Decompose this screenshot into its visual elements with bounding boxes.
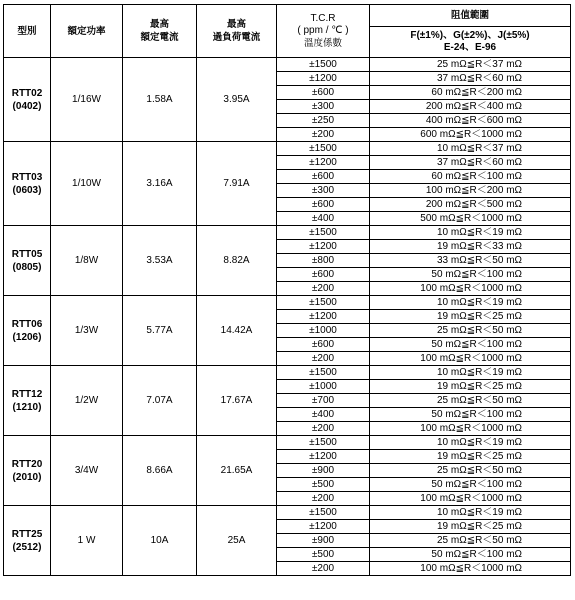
model-size: (2512) <box>12 541 42 553</box>
resistance-range-cell: 10 mΩ≦R＜19 mΩ <box>370 366 571 380</box>
model-code: RTT03 <box>11 171 43 183</box>
resistance-range-cell: 25 mΩ≦R＜50 mΩ <box>370 394 571 408</box>
resistance-range-cell: 10 mΩ≦R＜19 mΩ <box>370 296 571 310</box>
resistance-range-cell: 50 mΩ≦R＜100 mΩ <box>370 268 571 282</box>
max-overload-current-cell: 8.82A <box>197 226 277 296</box>
resistance-range-cell: 25 mΩ≦R＜50 mΩ <box>370 464 571 478</box>
header-max-rated-current-line2: 額定電流 <box>140 32 179 43</box>
model-cell <box>4 142 51 226</box>
max-overload-current-cell: 3.95A <box>197 58 277 142</box>
model-cell <box>4 226 51 296</box>
resistance-range-cell: 500 mΩ≦R＜1000 mΩ <box>370 212 571 226</box>
table-row <box>4 142 571 156</box>
tcr-cell: ±1500 <box>277 296 370 310</box>
table-row <box>4 366 571 380</box>
max-rated-current-cell: 5.77A <box>123 296 197 366</box>
table-row <box>4 296 571 310</box>
resistance-range-cell: 19 mΩ≦R＜33 mΩ <box>370 240 571 254</box>
max-rated-current-cell: 3.16A <box>123 142 197 226</box>
rated-power-cell: 1/3W <box>51 296 123 366</box>
tcr-cell: ±1500 <box>277 142 370 156</box>
max-rated-current-cell: 3.53A <box>123 226 197 296</box>
resistance-range-cell: 10 mΩ≦R＜19 mΩ <box>370 226 571 240</box>
resistance-range-cell: 400 mΩ≦R＜600 mΩ <box>370 114 571 128</box>
max-rated-current-cell: 10A <box>123 506 197 576</box>
tcr-cell: ±600 <box>277 198 370 212</box>
header-tcr <box>277 5 370 58</box>
resistance-range-cell: 200 mΩ≦R＜400 mΩ <box>370 100 571 114</box>
resistance-range-cell: 19 mΩ≦R＜25 mΩ <box>370 450 571 464</box>
header-max-rated-current <box>123 5 197 58</box>
tcr-cell: ±250 <box>277 114 370 128</box>
resistance-range-cell: 60 mΩ≦R＜100 mΩ <box>370 170 571 184</box>
model-size: (1210) <box>12 401 42 413</box>
tcr-cell: ±900 <box>277 464 370 478</box>
model-code: RTT05 <box>11 248 43 260</box>
model-size: (1206) <box>12 331 42 343</box>
model-size: (0805) <box>12 261 42 273</box>
header-tcr-line1: T.C.R <box>310 12 336 24</box>
resistance-range-cell: 50 mΩ≦R＜100 mΩ <box>370 478 571 492</box>
resistance-range-cell: 100 mΩ≦R＜1000 mΩ <box>370 282 571 296</box>
resistance-range-cell: 10 mΩ≦R＜19 mΩ <box>370 506 571 520</box>
resistance-range-cell: 100 mΩ≦R＜1000 mΩ <box>370 422 571 436</box>
model-cell <box>4 506 51 576</box>
header-model: 型別 <box>4 5 51 58</box>
tcr-cell: ±200 <box>277 128 370 142</box>
resistance-range-cell: 10 mΩ≦R＜19 mΩ <box>370 436 571 450</box>
model-code: RTT25 <box>11 528 43 540</box>
tcr-cell: ±200 <box>277 422 370 436</box>
resistance-range-cell: 100 mΩ≦R＜1000 mΩ <box>370 562 571 576</box>
tcr-cell: ±300 <box>277 184 370 198</box>
max-overload-current-cell: 17.67A <box>197 366 277 436</box>
model-cell <box>4 296 51 366</box>
table-row <box>4 226 571 240</box>
resistance-range-cell: 100 mΩ≦R＜1000 mΩ <box>370 352 571 366</box>
model-cell <box>4 366 51 436</box>
rated-power-cell: 1/16W <box>51 58 123 142</box>
rated-power-cell: 1/8W <box>51 226 123 296</box>
resistance-range-cell: 10 mΩ≦R＜37 mΩ <box>370 142 571 156</box>
header-series: E-24、E-96 <box>443 42 497 53</box>
rated-power-cell: 3/4W <box>51 436 123 506</box>
rated-power-cell: 1/10W <box>51 142 123 226</box>
max-overload-current-cell: 21.65A <box>197 436 277 506</box>
tcr-cell: ±400 <box>277 408 370 422</box>
tcr-cell: ±600 <box>277 86 370 100</box>
header-max-overload-current-line1: 最高 <box>226 19 246 30</box>
tcr-cell: ±1500 <box>277 436 370 450</box>
tcr-cell: ±800 <box>277 254 370 268</box>
model-code: RTT20 <box>11 458 43 470</box>
header-tolerance-cell <box>370 27 571 58</box>
tcr-cell: ±1000 <box>277 380 370 394</box>
header-max-rated-current-line1: 最高 <box>149 19 169 30</box>
tcr-cell: ±600 <box>277 170 370 184</box>
tcr-cell: ±400 <box>277 212 370 226</box>
tcr-cell: ±1500 <box>277 58 370 72</box>
tcr-cell: ±200 <box>277 492 370 506</box>
resistance-range-cell: 25 mΩ≦R＜50 mΩ <box>370 534 571 548</box>
tcr-cell: ±500 <box>277 548 370 562</box>
tcr-cell: ±1500 <box>277 226 370 240</box>
tcr-cell: ±700 <box>277 394 370 408</box>
model-cell <box>4 436 51 506</box>
model-code: RTT12 <box>11 388 43 400</box>
model-code: RTT06 <box>11 318 43 330</box>
resistance-range-cell: 19 mΩ≦R＜25 mΩ <box>370 520 571 534</box>
tcr-cell: ±300 <box>277 100 370 114</box>
tcr-cell: ±200 <box>277 562 370 576</box>
resistance-range-cell: 37 mΩ≦R＜60 mΩ <box>370 156 571 170</box>
resistance-range-cell: 60 mΩ≦R＜200 mΩ <box>370 86 571 100</box>
header-tolerance: F(±1%)、G(±2%)、J(±5%) <box>410 30 530 41</box>
tcr-cell: ±1500 <box>277 506 370 520</box>
table-row <box>4 58 571 72</box>
tcr-cell: ±1500 <box>277 366 370 380</box>
resistance-range-cell: 33 mΩ≦R＜50 mΩ <box>370 254 571 268</box>
model-cell <box>4 58 51 142</box>
rated-power-cell: 1 W <box>51 506 123 576</box>
header-rated-power: 額定功率 <box>51 5 123 58</box>
tcr-cell: ±1200 <box>277 310 370 324</box>
model-size: (0603) <box>12 184 42 196</box>
table-row <box>4 506 571 520</box>
tcr-cell: ±1200 <box>277 520 370 534</box>
model-code: RTT02 <box>11 87 43 99</box>
tcr-cell: ±200 <box>277 352 370 366</box>
tcr-cell: ±600 <box>277 338 370 352</box>
resistance-range-cell: 200 mΩ≦R＜500 mΩ <box>370 198 571 212</box>
resistance-range-cell: 100 mΩ≦R＜200 mΩ <box>370 184 571 198</box>
model-size: (2010) <box>12 471 42 483</box>
resistance-range-cell: 19 mΩ≦R＜25 mΩ <box>370 380 571 394</box>
resistance-range-cell: 100 mΩ≦R＜1000 mΩ <box>370 492 571 506</box>
resistance-range-cell: 50 mΩ≦R＜100 mΩ <box>370 338 571 352</box>
resistance-range-cell: 600 mΩ≦R＜1000 mΩ <box>370 128 571 142</box>
tcr-cell: ±1000 <box>277 324 370 338</box>
header-resistance-range: 阻值範圍 <box>370 5 571 27</box>
resistance-range-cell: 19 mΩ≦R＜25 mΩ <box>370 310 571 324</box>
header-max-overload-current <box>197 5 277 58</box>
tcr-cell: ±1200 <box>277 240 370 254</box>
resistance-range-cell: 37 mΩ≦R＜60 mΩ <box>370 72 571 86</box>
max-rated-current-cell: 7.07A <box>123 366 197 436</box>
tcr-cell: ±1200 <box>277 450 370 464</box>
resistor-spec-table <box>3 4 571 576</box>
tcr-cell: ±1200 <box>277 72 370 86</box>
tcr-cell: ±200 <box>277 282 370 296</box>
tcr-cell: ±900 <box>277 534 370 548</box>
header-max-overload-current-line2: 過負荷電流 <box>212 32 261 43</box>
spec-table-body <box>4 58 571 576</box>
header-tcr-line3: 溫度係數 <box>303 37 342 49</box>
header-tcr-line2: ( ppm / ℃ ) <box>297 24 349 36</box>
max-overload-current-cell: 7.91A <box>197 142 277 226</box>
tcr-cell: ±600 <box>277 268 370 282</box>
table-row <box>4 436 571 450</box>
max-rated-current-cell: 8.66A <box>123 436 197 506</box>
max-rated-current-cell: 1.58A <box>123 58 197 142</box>
max-overload-current-cell: 14.42A <box>197 296 277 366</box>
max-overload-current-cell: 25A <box>197 506 277 576</box>
resistance-range-cell: 50 mΩ≦R＜100 mΩ <box>370 408 571 422</box>
tcr-cell: ±500 <box>277 478 370 492</box>
model-size: (0402) <box>12 100 42 112</box>
resistance-range-cell: 25 mΩ≦R＜37 mΩ <box>370 58 571 72</box>
resistance-range-cell: 50 mΩ≦R＜100 mΩ <box>370 548 571 562</box>
tcr-cell: ±1200 <box>277 156 370 170</box>
resistance-range-cell: 25 mΩ≦R＜50 mΩ <box>370 324 571 338</box>
rated-power-cell: 1/2W <box>51 366 123 436</box>
